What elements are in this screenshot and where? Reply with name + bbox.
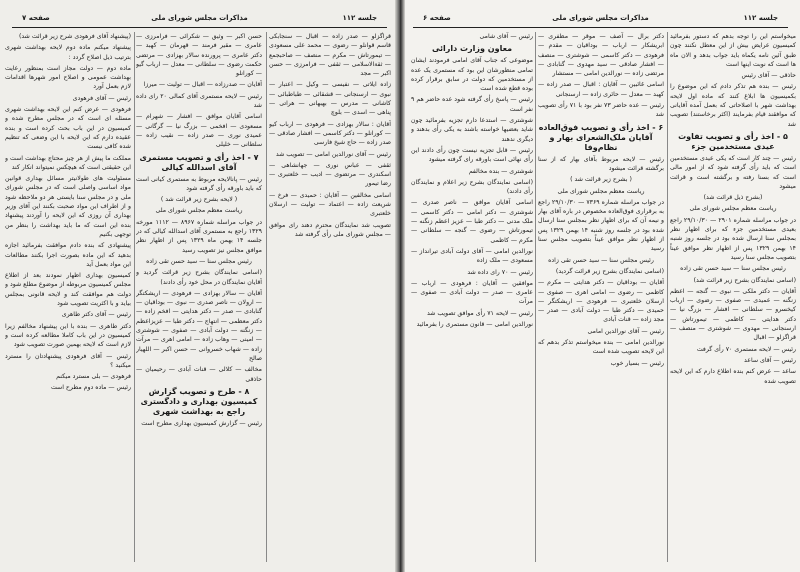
column-divider <box>266 32 267 562</box>
paragraph: رئیس — بنده هم تذکر دادم که این موضوع را بکمیسیون ها ابلاغ کنند که ماده اول لایحه بهداشت شهر با اصلاحاتی که بعمل آمده آقایانی که موافقند قیام بفرمایند (اکثر برخاستند) تصویب شد <box>670 83 796 128</box>
paragraph: رئیس — لایحه ۷۱ رأی موافق تصویب شد <box>426 309 533 317</box>
paragraph: نورالدین امامی — آقای دولت آبادی تیرانداز — مسعودی — ملک زاده <box>411 247 533 265</box>
paragraph: حسن اکبر — وثیق — شکرائی — فرامرزی — عامری — مقیر فرمند — قهرمان — کهبد — دکتر عامری — پرورنده سالار بهزادی — مرتضی حکمت رضوی — سلطانی — معدل — ارباب گیو — کورانلو <box>136 33 262 78</box>
column-left <box>411 32 533 562</box>
paragraph: (اسامی نمایندگان بشرح زیر قرائت شد) <box>693 276 796 284</box>
paragraph: آقایان — سالار بهزادی — فرهودی — اریشکتگر — ارولان — ناصر صدری — نبوی — بوداقیان — گنابادی — صدر — دکتر هدایتی — افخم زاده — دکتر معظمی — انتهاج — دکتر طبا — عزیزاعظم — زنگنه — دولت آبادی — صفوی — شوشتری — امینی — وهاب زاده — امامی اهری — مرآت زاده — شهاب خسروانی — حسن اکبر — اللهیار صالح <box>136 289 262 362</box>
paragraph: ( بشرح زیر قرائت شد ) <box>570 176 632 184</box>
paragraph: مسئولیت های طولانیتر مسائل بهداری قوانین مواد اساسی واصلی است که در مجلس شورای ملی و در مجلس سنا بایستی هر دو ملاحظه شود و از اطراف این مواد صحبت بکنند این آقای وزیر بهداری آن روزی که این لایحه را آوردند پیشنهاد بنده این است که ما باید بهداشت را بنظر من توجهی بکنیم <box>5 175 131 238</box>
paragraph: رئیس — قابل تجزیه نیست چون رأی دادند این رأی نهائی است باورقه رای گرفته میشود <box>411 146 533 164</box>
paragraph: ریاست معظم مجلس شورای ملی <box>557 187 645 195</box>
paragraph: میخواستم این را توجه بدهم که دستور بفرمائید کمیسیون عرایض بیش از این معطل نکنند چون طبق آئین نامه یکماه باید جواب بدهد و الان ماه ها است که نوبت اینها است <box>670 33 796 68</box>
paragraph: آقایان — صدرزاده — اقبال — تولیت — میرزا <box>143 81 262 89</box>
paragraph: رئیس — بسیار خوب <box>610 359 664 367</box>
paragraph: در جواب مراسله شماره ۷۳۶۹ — ۲۹/۱۰/۳۰ راجع به برقراری فوق‌العاده مخصوص در باره آقای بهار و نیمه آن که برای اظهار نظر بمجلس سنا ارسال شده بود در جلسه روز شنبه ۱۴ بهمن ۱۳۲۹ پس از اظهار نظر موافق عیناً بتصویب مجلس سنا رسید <box>538 198 664 253</box>
paragraph: مخالف — کلالی — قنات آبادی — رحیمیان — حاذقی <box>136 366 262 383</box>
header-rule <box>12 27 387 28</box>
paragraph: رئیس مجلس سنا — سید حسن تقی زاده <box>680 265 786 273</box>
paragraph: رئیس — آقای نورالدین امامی <box>587 327 664 335</box>
section-heading: ۵ - اخذ رأی و تصویب تفاوت عیدی مستخدمین جزء <box>678 131 788 151</box>
column-divider <box>535 32 536 562</box>
paragraph: فرهودی — بلی مسترد میکنم <box>56 373 131 381</box>
header-rule <box>413 27 788 28</box>
paragraph: رئیس — پانالایحه مربوط به مستمری کیانی است که باید باورقه رأی گرفته شود <box>136 175 262 192</box>
paragraph: کمیسیون بهداری اظهار نمودند بعد از اطلاع مجلس کمیسیون مربوطه از موضوع مطلع شود و دولت هم موافقت کند و لایحه قانونی بمجلس بیاید و با اکثریت تصویب شود <box>5 272 131 308</box>
publication-title: مذاکرات مجلس شورای ملی <box>151 14 248 22</box>
column-divider <box>134 32 135 562</box>
paragraph: آقایان — بوداقیان — دکتر هدایتی — مکرم — کاظمی — رضوی — امامی اهری — صفوی — ارسلان خلعتبری — فرهودی — اریشکتگر — حمیدی — دکتر طبا — دولت آبادی — صدر — مجد زاده — قنات آبادی <box>538 279 664 324</box>
page-header <box>12 14 387 24</box>
paragraph: ( لایحه بشرح زیر قرائت شد ) <box>160 196 238 204</box>
paragraph: شوشتری — بنده مخالفم <box>468 167 533 175</box>
session-number: جلسه ۱۱۲ <box>342 14 377 22</box>
page-left <box>0 0 399 572</box>
paragraph: رئیس — آقای دکتر طاهری <box>61 311 131 319</box>
paragraph: اسامی مخالفین — آقایان : حمیدی — فرخ — شریعت زاده — اعتماد — تولیت — ارسلان خلعتبری <box>269 191 391 218</box>
paragraph: در جواب مراسله شماره ۲۹۰۱ — ۲۹/۱۰/۳۰ راجع بعیدی مستخدمین جزء که برای اظهار نظر بمجلس سنا ارسال شده بود در جلسه روز شنبه ۱۴ بهمن ۱۳۲۹ پس از اظهار نظر موافق عیناً بتصویب مجلس سنا رسید <box>670 216 796 261</box>
paragraph: (پیشنهاد آقای فرهودی شرح زیر قرائت شد) <box>19 33 131 40</box>
column-middle <box>538 32 664 562</box>
paragraph: ثقفی — عباس نوری — جهانشاهی — اسکندری — مرتضوی — ادیب — خلعتبری — رضا تیمور <box>269 161 391 188</box>
paragraph: موضوعی که جناب آقای امامی فرمودند ایشان تمامی منظورشان این بود که مستمری یک عده از مستخدمین که دولت در سابق برقرار کرده بوده قطع شده است <box>411 57 533 93</box>
paragraph: پیشنهاد میکنم ماده دوم لایحه بهداشت شهری بترتیب ذیل اصلاح گردد : <box>5 44 131 61</box>
paragraph: (بشرح ذیل قرائت شد) <box>703 194 763 202</box>
paragraph: رئیس — آقای فرهودی <box>72 94 131 102</box>
paragraph: رئیس — عده حاضر ۷۳ نفر بود با ۷۱ رأی تصویب شد <box>538 102 664 119</box>
paragraph: حاذقی — آقای رئیس <box>741 72 796 80</box>
paragraph: (اسامی نمایندگان بشرح زیر قرائت گردید و آقایان نمایندگان در محل خود رأی دادند) <box>136 269 262 286</box>
paragraph: زاده ایلاتی — نفیسی — وکیل — اعتبار — نبوی — ارسنجانی — قشقائی — طباطبائی — کاشانی — مدرس — بهبهانی — هراتی — پناهی — اسدی — بلوچ <box>269 81 391 117</box>
paragraph: پیشنهادی که بنده دادم موافقت بفرمائید اجازه بدهید که این ماده بصورت اجرا بکنند مطالعات این مواد بعمل آید <box>5 242 131 268</box>
paragraph: رئیس — آقای ساعد <box>744 356 796 364</box>
paragraph: شوشتری — استدعا دارم تجزیه بفرمائید چون شاید بعضیها خواسته باشند به یکی رأی بدهند و دیگری ندهند <box>411 117 533 143</box>
paragraph: ریاست معظم مجلس شورای ملی <box>155 207 243 215</box>
paragraph: تصویب شد نمایندگان محترم دهند رای موافق — مجلس شورای ملی رأی گرفته شد <box>269 221 391 238</box>
paragraph: موافقین — آقایان : فرهودی — ارباب — عامری — صدر — دولت آبادی — صفوی — مرآت <box>411 279 533 306</box>
paragraph: ساعد — عرض کنم بنده اطلاع دارم که این لایحه تصویب شده <box>670 368 796 385</box>
paragraph: رئیس — لایحه مستمری ۷۰ رأی گرفت <box>696 345 796 353</box>
paragraph: رئیس — لایحه مستمری آقای کمالی ۲۰ رای داده شد <box>136 92 262 110</box>
paragraph: دکتر طاهری — بنده با این پیشنهاد مخالفم زیرا کمیسیون در این باب کاملا مطالعه کرده است و لازم است که لایحه بهمین صورت تصویب شود <box>5 322 131 349</box>
paragraph: نورالدین امامی — بنده میخواستم تذکر بدهم که این لایحه تصویب شده است <box>538 339 664 356</box>
paragraph: در جواب مراسله شماره ۸۹۶۷ — ۱۱۱۲ مورخه ۱۳۲۹ راجع به مستمری آقای اسدالله کیالی که در جلسه ۱۴ بهمن ماه ۱۳۲۹ پس از اظهار نظر موافق مجلس نیز تصویب رسید <box>136 218 262 254</box>
paragraph: رئیس — آقای شامی <box>479 33 533 40</box>
column-divider <box>667 32 668 562</box>
paragraph: رئیس — پاسخ رأی گرفته شود عده حاضر هم ۹ نفر است <box>411 96 533 113</box>
paragraph: رئیس — ماده دوم مطرح است <box>50 384 131 392</box>
section-heading: ۶ - اخذ رأی و تصویب فوق‌العاده آقایان ملک‌الشعرای بهار و نظام‌وفا <box>538 122 664 152</box>
paragraph: رئیس — آقای نورالدین امامی — تصویب شد <box>275 150 391 158</box>
paragraph: آقایان : سالار بهزادی — فرهودی — ارباب کیو — کورانلو — دکتر کاسمی — افشار صادقی — صدر زاده — حاج شیخ فارسی <box>269 120 391 147</box>
page-number: صفحه ۶ <box>423 14 451 22</box>
paragraph: ریاست معظم مجلس شورای ملی <box>689 205 777 213</box>
paragraph: ماده دوم — دولت مجاز است بمنظور رعایت بهداشت عمومی و اصلاح امور شهرها اقدامات لازم بعمل آورد <box>5 64 131 91</box>
paragraph: رئیس — گزارش کمیسیون بهداری مطرح است <box>141 419 262 427</box>
paragraph: دکتر برال — آصف — موقر — مظفری — ابریشکار — ارباب — بوداقیان — مقدم — فرهودی — دکتر کاسمی — شوشتری — منصف — افشار صادقی — سید مهدوی — گنابادی — مرتضی زاده — نورالدین امامی — مستشار <box>538 33 664 78</box>
column-right <box>670 32 796 562</box>
paragraph: اسامی آقایان موافق — ناصر صدری — شوشتری — دکتر امامی — دکتر کاسمی — ملک مدنی — دکتر طبا — عزیز اعظم زنگنه — تیمورتاش — رضوی — گنجه — سلطانی — مکرم — کاظمی <box>411 199 533 244</box>
section-heading: ۷ - اخذ رأی و تصویب مستمری آقای اسدالله کیالی <box>139 152 259 172</box>
paragraph: اسامی غائبین — آقایان : اقبال — صدر زاده — کهبد — معدل — حائری زاده — ارسنجانی <box>538 81 664 98</box>
column-right <box>269 32 391 562</box>
page-header <box>413 14 788 24</box>
paragraph: قراگزلو — صدر زاده — اقبال — سنجابکی قاسم قوانلو — رضوی — محمد علی مسعودی — تیمورتاش — مکرم — منصف — صاحبجمع — ثقةالاسلامی — ثقفی — فرامرزی — حسن اکبر — مجد <box>269 33 391 78</box>
paragraph: مملکت ما پیش از هر چیز محتاج بهداشت است و این حقیقتی است که هیچکس نمیتواند انکار کند <box>5 154 131 171</box>
paragraph: نورالدین امامی — قانون مستمری را بفرمائید <box>416 321 533 329</box>
page-right <box>401 0 800 572</box>
publication-title: مذاکرات مجلس شورای ملی <box>552 14 649 22</box>
paragraph: رئیس مجلس سنا — سید حسن تقی زاده <box>548 256 654 264</box>
paragraph: رئیس — لایحه مربوط بآقای بهار که از سنا برگشته قرائت میشود <box>538 155 664 172</box>
paragraph: فرهودی — عرض کنم این لایحه بهداشت شهری مسئله ای است که در مجلس مطرح شده و کمیسیون در این باب بحث کرده است و بنده عقیده دارم که این لایحه با این وضعی که تنظیم شده کافی نیست <box>5 106 131 151</box>
column-left <box>5 32 131 562</box>
page-number: صفحه ۷ <box>22 14 50 22</box>
paragraph: رئیس مجلس سنا — سید حسن تقی زاده <box>146 257 252 265</box>
paragraph: رئیس — ۷۰ رای داده شد <box>467 268 533 276</box>
paragraph: آقایان — دکتر ملکی — نبوی — گنجه — اعظم زنگنه — عمیدی — صفوی — رضوی — ارباب کیخسرو — سلطانی — افشار — بزرگ نیا — دکتر هدایتی — کاظمی — تیمورتاش — ارسنجانی — مهدوی — شوشتری — منصف — قراگزلو — اقبال <box>670 287 796 342</box>
book-spine <box>395 0 405 572</box>
paragraph: رئیس — چند کار است که یکی عیدی مستخدمین است که باید رأی گرفته شود که از امور مالی است که بسنا رفته و برگشته است و قرائت میشود <box>670 154 796 190</box>
paragraph: رئیس — آقای فرهودی پیشنهادتان را مسترد میکنید ؟ <box>5 352 131 369</box>
paragraph: اسامی آقایان موافق — افشار — شهرام — مسعودی — افخمی — بزرگ نیا — گرگانی — عمیدی نوری — صدر زاده — نقیب زاده — سلطانی — خلیلی <box>136 113 262 149</box>
paragraph: (اسامی نمایندگان بشرح زیر اعلام و نمایندگان رأی دادند) <box>411 178 533 196</box>
section-heading: ۸ - طرح و تصویب گزارش کمیسیون بهداری و دادگستری راجع به بهداشت شهری <box>140 386 258 416</box>
section-heading: معاون وزارت دارائی <box>431 44 513 54</box>
session-number: جلسه ۱۱۲ <box>743 14 778 22</box>
paragraph: (اسامی نمایندگان بشرح زیر قرائت گردید) <box>555 267 664 275</box>
column-middle <box>136 32 262 562</box>
